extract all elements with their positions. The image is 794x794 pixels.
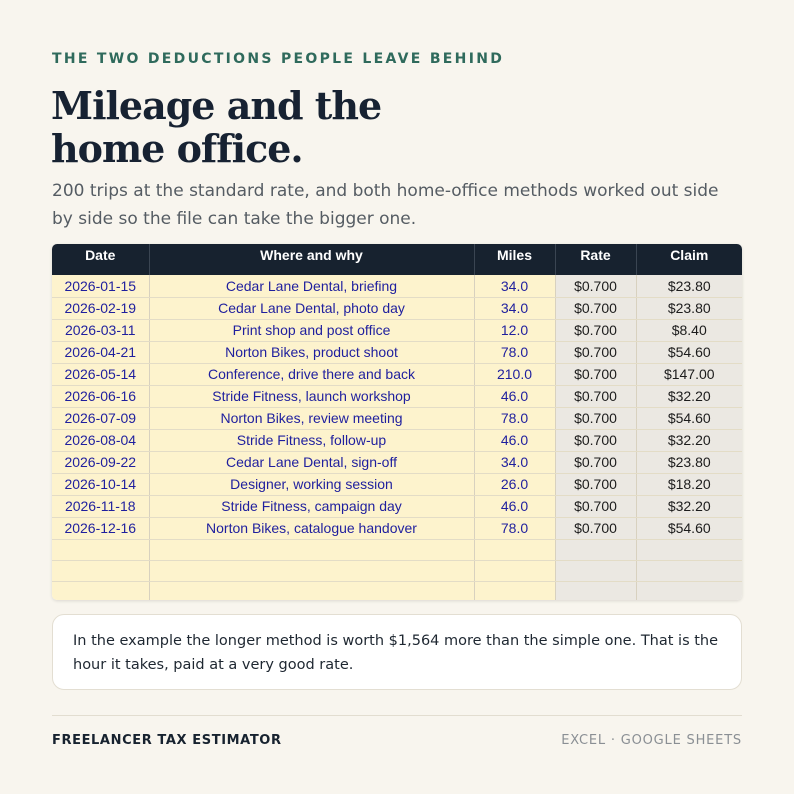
table-row: [52, 473, 742, 495]
empty-miles-cell[interactable]: [474, 581, 555, 600]
empty-miles-cell[interactable]: [474, 560, 555, 581]
date-cell[interactable]: 2026-05-14: [52, 363, 149, 385]
table-row: [52, 297, 742, 319]
date-cell[interactable]: 2026-04-21: [52, 341, 149, 363]
where-and-why-cell[interactable]: Cedar Lane Dental, photo day: [149, 297, 474, 319]
rate-cell[interactable]: $0.700: [555, 319, 636, 341]
column-header-claim[interactable]: Claim: [636, 244, 742, 275]
empty-date-cell[interactable]: [52, 539, 149, 560]
headline-line-1: Mileage and the: [51, 83, 382, 128]
column-header-miles[interactable]: Miles: [474, 244, 555, 275]
mileage-table: [52, 244, 742, 600]
rate-cell[interactable]: $0.700: [555, 429, 636, 451]
miles-cell[interactable]: 34.0: [474, 275, 555, 297]
date-cell[interactable]: 2026-07-09: [52, 407, 149, 429]
empty-rate-cell[interactable]: [555, 560, 636, 581]
empty-date-cell[interactable]: [52, 581, 149, 600]
table-row: [52, 517, 742, 539]
miles-cell[interactable]: 78.0: [474, 407, 555, 429]
footer-divider: [52, 715, 742, 716]
table-row: [52, 363, 742, 385]
headline-line-2: home office.: [51, 126, 303, 171]
table-row: [52, 407, 742, 429]
table-row: [52, 319, 742, 341]
rate-cell[interactable]: $0.700: [555, 385, 636, 407]
where-and-why-cell[interactable]: Stride Fitness, follow-up: [149, 429, 474, 451]
date-cell[interactable]: 2026-12-16: [52, 517, 149, 539]
miles-cell[interactable]: 46.0: [474, 429, 555, 451]
miles-cell[interactable]: 210.0: [474, 363, 555, 385]
miles-cell[interactable]: 78.0: [474, 341, 555, 363]
miles-cell[interactable]: 12.0: [474, 319, 555, 341]
empty-claim-cell[interactable]: [636, 539, 742, 560]
rate-cell[interactable]: $0.700: [555, 517, 636, 539]
date-cell[interactable]: 2026-10-14: [52, 473, 149, 495]
claim-cell[interactable]: $54.60: [636, 407, 742, 429]
empty-table-row: [52, 560, 742, 581]
empty-where-and-why-cell[interactable]: [149, 560, 474, 581]
table-row: [52, 451, 742, 473]
headline: [51, 84, 651, 170]
date-cell[interactable]: 2026-11-18: [52, 495, 149, 517]
table-row: [52, 429, 742, 451]
rate-cell[interactable]: $0.700: [555, 495, 636, 517]
claim-cell[interactable]: $18.20: [636, 473, 742, 495]
where-and-why-cell[interactable]: Print shop and post office: [149, 319, 474, 341]
miles-cell[interactable]: 34.0: [474, 451, 555, 473]
miles-cell[interactable]: 46.0: [474, 495, 555, 517]
where-and-why-cell[interactable]: Stride Fitness, campaign day: [149, 495, 474, 517]
date-cell[interactable]: 2026-02-19: [52, 297, 149, 319]
where-and-why-cell[interactable]: Designer, working session: [149, 473, 474, 495]
eyebrow-label: THE TWO DEDUCTIONS PEOPLE LEAVE BEHIND: [52, 51, 505, 67]
rate-cell[interactable]: $0.700: [555, 297, 636, 319]
miles-cell[interactable]: 78.0: [474, 517, 555, 539]
claim-cell[interactable]: $147.00: [636, 363, 742, 385]
table-row: [52, 385, 742, 407]
empty-rate-cell[interactable]: [555, 539, 636, 560]
date-cell[interactable]: 2026-08-04: [52, 429, 149, 451]
rate-cell[interactable]: $0.700: [555, 451, 636, 473]
footer-product-name: FREELANCER TAX ESTIMATOR: [52, 733, 282, 748]
table-body: [52, 275, 742, 600]
date-cell[interactable]: 2026-01-15: [52, 275, 149, 297]
table-header-row: [52, 244, 742, 275]
column-header-date[interactable]: Date: [52, 244, 149, 275]
subtitle: 200 trips at the standard rate, and both home-office methods worked out side by side so the file can take the bigger one.: [52, 181, 719, 229]
rate-cell[interactable]: $0.700: [555, 363, 636, 385]
empty-rate-cell[interactable]: [555, 581, 636, 600]
empty-date-cell[interactable]: [52, 560, 149, 581]
where-and-why-cell[interactable]: Norton Bikes, review meeting: [149, 407, 474, 429]
mileage-spreadsheet: [52, 244, 742, 600]
footer-platforms: EXCEL · GOOGLE SHEETS: [561, 733, 742, 748]
miles-cell[interactable]: 46.0: [474, 385, 555, 407]
empty-where-and-why-cell[interactable]: [149, 539, 474, 560]
column-header-where-and-why[interactable]: Where and why: [149, 244, 474, 275]
claim-cell[interactable]: $23.80: [636, 451, 742, 473]
empty-claim-cell[interactable]: [636, 560, 742, 581]
where-and-why-cell[interactable]: Norton Bikes, catalogue handover: [149, 517, 474, 539]
rate-cell[interactable]: $0.700: [555, 473, 636, 495]
empty-table-row: [52, 581, 742, 600]
rate-cell[interactable]: $0.700: [555, 341, 636, 363]
claim-cell[interactable]: $54.60: [636, 517, 742, 539]
table-row: [52, 495, 742, 517]
where-and-why-cell[interactable]: Stride Fitness, launch workshop: [149, 385, 474, 407]
rate-cell[interactable]: $0.700: [555, 407, 636, 429]
claim-cell[interactable]: $32.20: [636, 429, 742, 451]
claim-cell[interactable]: $23.80: [636, 297, 742, 319]
claim-cell[interactable]: $32.20: [636, 385, 742, 407]
claim-cell[interactable]: $23.80: [636, 275, 742, 297]
where-and-why-cell[interactable]: Conference, drive there and back: [149, 363, 474, 385]
miles-cell[interactable]: 34.0: [474, 297, 555, 319]
callout-note: In the example the longer method is worth $1,564 more than the simple one. That is the hour it takes, paid at a very good rate.: [52, 614, 742, 690]
claim-cell[interactable]: $32.20: [636, 495, 742, 517]
miles-cell[interactable]: 26.0: [474, 473, 555, 495]
table-row: [52, 275, 742, 297]
date-cell[interactable]: 2026-09-22: [52, 451, 149, 473]
empty-table-row: [52, 539, 742, 560]
empty-miles-cell[interactable]: [474, 539, 555, 560]
claim-cell[interactable]: $8.40: [636, 319, 742, 341]
date-cell[interactable]: 2026-03-11: [52, 319, 149, 341]
where-and-why-cell[interactable]: Norton Bikes, product shoot: [149, 341, 474, 363]
where-and-why-cell[interactable]: Cedar Lane Dental, sign-off: [149, 451, 474, 473]
rate-cell[interactable]: $0.700: [555, 275, 636, 297]
date-cell[interactable]: 2026-06-16: [52, 385, 149, 407]
table-row: [52, 341, 742, 363]
column-header-rate[interactable]: Rate: [555, 244, 636, 275]
empty-claim-cell[interactable]: [636, 581, 742, 600]
empty-where-and-why-cell[interactable]: [149, 581, 474, 600]
claim-cell[interactable]: $54.60: [636, 341, 742, 363]
where-and-why-cell[interactable]: Cedar Lane Dental, briefing: [149, 275, 474, 297]
